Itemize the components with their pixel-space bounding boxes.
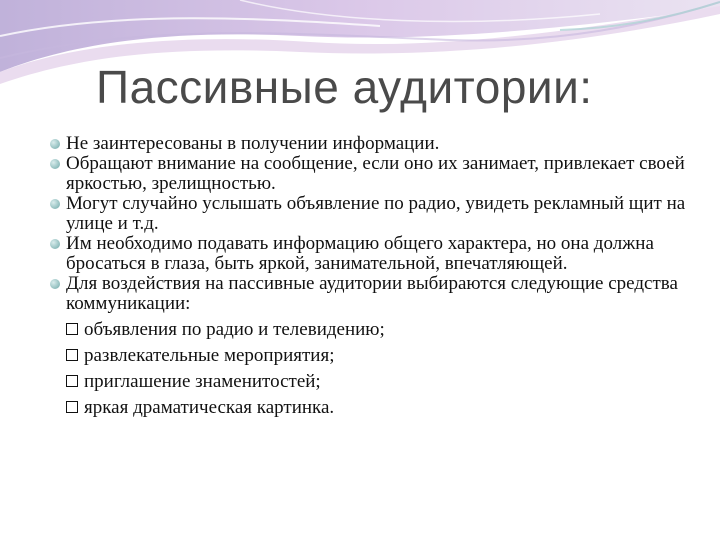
bullet-text: Для воздействия на пассивные аудитории выбираются следующие средства коммуникации: xyxy=(66,273,678,314)
bullet-dot-icon xyxy=(50,159,60,169)
bullet-item xyxy=(50,274,700,314)
bullet-item xyxy=(50,154,700,194)
sub-item-text: развлекательные мероприятия; xyxy=(84,345,335,366)
bullet-text: Обращают внимание на сообщение, если оно их занимает, привлекает своей яркостью, зрелищностью. xyxy=(66,153,685,194)
sub-list-item xyxy=(50,372,700,392)
sub-list-item xyxy=(50,398,700,418)
bullet-dot-icon xyxy=(50,199,60,209)
checkbox-square-icon xyxy=(66,323,78,335)
bullet-dot-icon xyxy=(50,239,60,249)
bullet-text: Могут случайно услышать объявление по радио, увидеть рекламный щит на улице и т.д. xyxy=(66,193,686,234)
checkbox-square-icon xyxy=(66,349,78,361)
checkbox-square-icon xyxy=(66,401,78,413)
sub-item-text: яркая драматическая картинка. xyxy=(84,397,335,418)
sub-item-text: приглашение знаменитостей; xyxy=(84,371,321,392)
checkbox-square-icon xyxy=(66,375,78,387)
slide-title: Пассивные аудитории: xyxy=(96,61,593,113)
bullet-item xyxy=(50,134,700,154)
bullet-text: Им необходимо подавать информацию общего характера, но она должна бросаться в глаза, быть яркой, занимательной, впечатляющей. xyxy=(66,233,654,274)
sub-item-text: объявления по радио и телевидению; xyxy=(84,319,385,340)
bullet-dot-icon xyxy=(50,279,60,289)
slide-content xyxy=(50,134,700,418)
bullet-text: Не заинтересованы в получении информации. xyxy=(66,133,440,154)
bullet-item xyxy=(50,194,700,234)
bullet-item xyxy=(50,234,700,274)
sub-list-item xyxy=(50,320,700,340)
bullet-dot-icon xyxy=(50,139,60,149)
sub-list-item xyxy=(50,346,700,366)
